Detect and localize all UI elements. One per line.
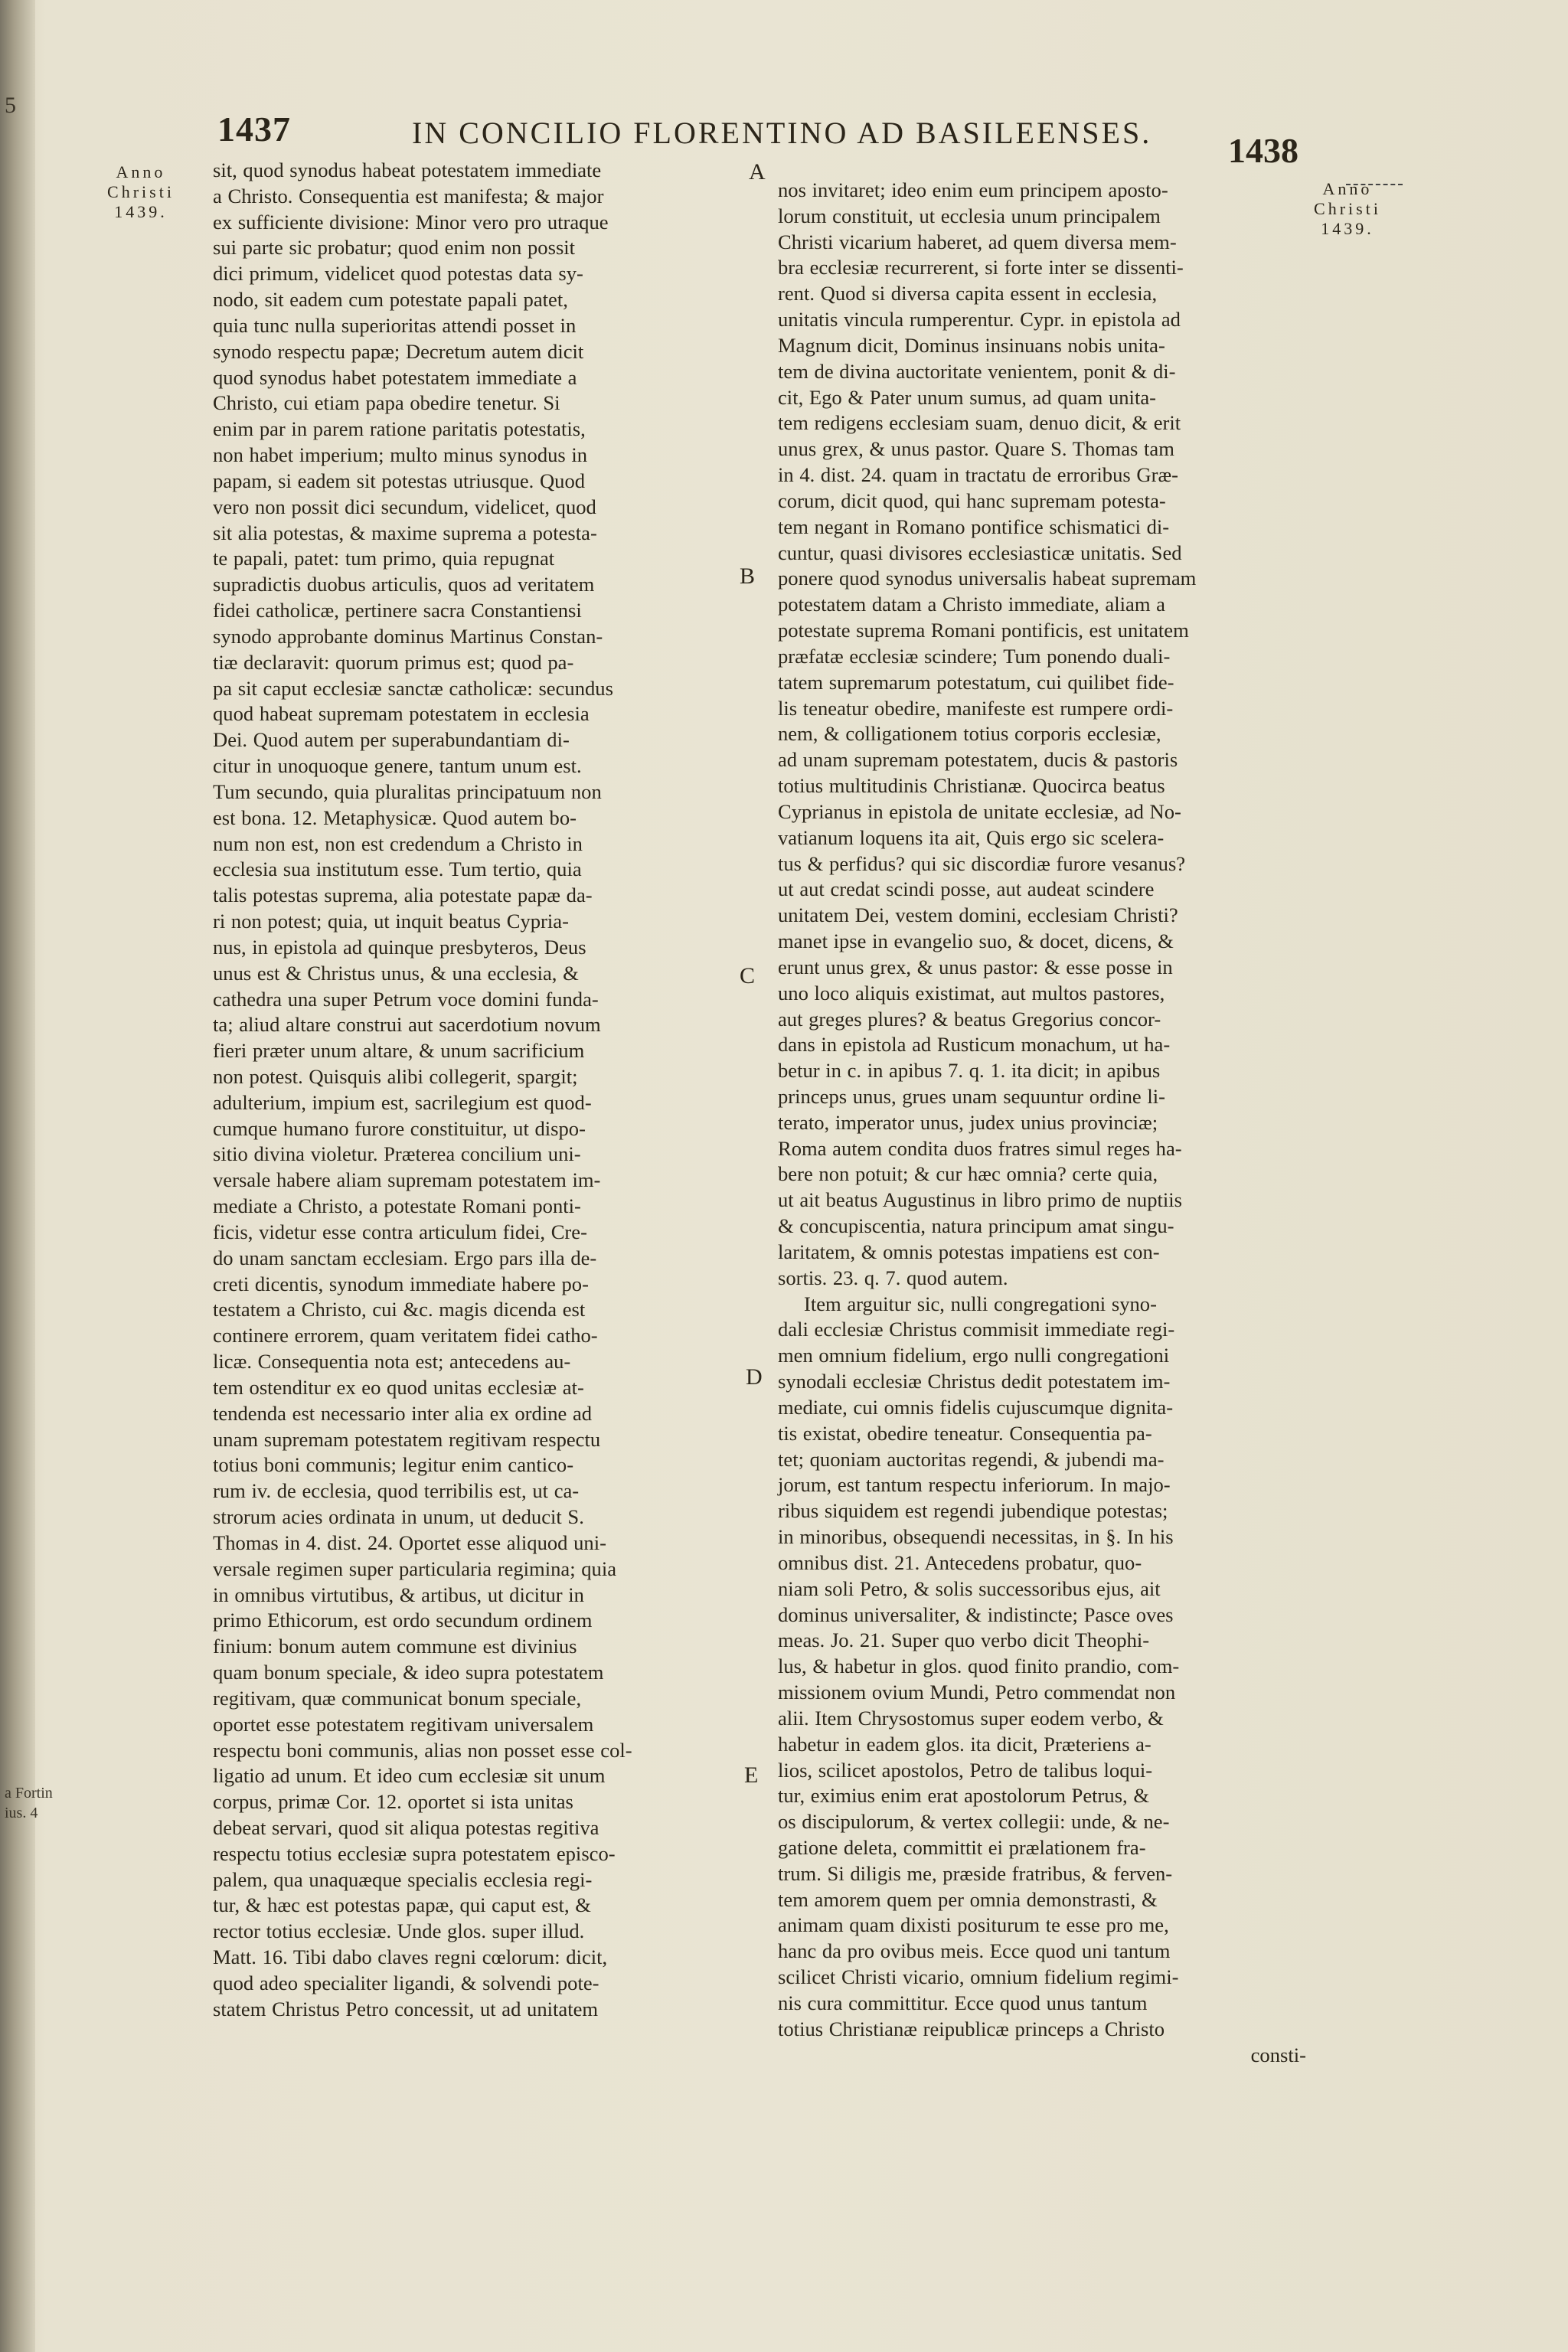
side-note-right-line: 1439. bbox=[1321, 219, 1374, 238]
text-line: Christi vicarium haberet, ad quem diversa mem- bbox=[778, 230, 1177, 253]
text-line: quod habeat supremam potestatem in ecclesia bbox=[213, 702, 590, 726]
text-line: totius boni communis; legitur enim cantico- bbox=[213, 1453, 574, 1477]
text-line: ad unam supremam potestatem, ducis & pastoris bbox=[778, 748, 1178, 772]
text-line: quia tunc nulla superioritas attendi posset in bbox=[213, 313, 577, 337]
text-line: quod adeo specialiter ligandi, & solvendi pote- bbox=[213, 1971, 599, 1994]
text-line: & concupiscentia, natura principum amat singu- bbox=[778, 1214, 1174, 1238]
edge-margin-number: 5 bbox=[5, 93, 16, 118]
text-line: jorum, est tantum respectu inferiorum. In majo- bbox=[778, 1473, 1171, 1497]
text-line: vero non possit dici secundum, videlicet, quod bbox=[213, 495, 596, 518]
text-line: strorum acies ordinata in unum, ut deducit S. bbox=[213, 1505, 584, 1529]
text-line: dici primum, videlicet quod potestas data sy- bbox=[213, 262, 583, 286]
text-line: erunt unus grex, & unus pastor: & esse posse in bbox=[778, 955, 1173, 978]
text-line: sitio divina violetur. Præterea concilium uni- bbox=[213, 1142, 581, 1166]
text-line: corpus, primæ Cor. 12. oportet si ista unitas bbox=[213, 1790, 573, 1814]
text-line: terato, imperator unus, judex unius provinciæ; bbox=[778, 1110, 1158, 1134]
text-line: sit alia potestas, & maxime suprema a potesta- bbox=[213, 521, 597, 544]
text-line: lorum constituit, ut ecclesia unum principalem bbox=[778, 204, 1161, 227]
side-note-right-line: Anno bbox=[1322, 179, 1373, 198]
text-line: totius Christianæ reipublicæ princeps a Christo bbox=[778, 2017, 1165, 2040]
text-line: betur in c. in apibus 7. q. 1. ita dicit; in apibus bbox=[778, 1059, 1161, 1083]
text-line: ponere quod synodus universalis habeat supremam bbox=[778, 567, 1197, 590]
text-line: gatione deleta, committit ei prælationem fra- bbox=[778, 1836, 1146, 1859]
text-line: Magnum dicit, Dominus insinuans nobis unita- bbox=[778, 333, 1165, 357]
text-line: ribus siquidem est regendi jubendique potestas; bbox=[778, 1499, 1168, 1523]
text-line: Item arguitur sic, nulli congregationi syno- bbox=[804, 1292, 1157, 1315]
text-line: Roma autem condita duos fratres simul reges ha- bbox=[778, 1136, 1182, 1160]
text-line: non potest. Quisquis alibi collegerit, spargit; bbox=[213, 1064, 578, 1088]
text-line: præfatæ ecclesiæ scindere; Tum ponendo duali- bbox=[778, 644, 1171, 668]
text-line: Cyprianus in epistola de unitate ecclesiæ, ad No- bbox=[778, 799, 1181, 823]
text-line: sortis. 23. q. 7. quod autem. bbox=[778, 1266, 1008, 1289]
text-line: cumque humano furore constituitur, ut dispo- bbox=[213, 1116, 586, 1140]
text-line: versale habere aliam supremam potestatem im- bbox=[213, 1168, 601, 1192]
text-line: ligatio ad unum. Et ideo cum ecclesiæ sit unum bbox=[213, 1764, 606, 1788]
text-line: ficis, videtur esse contra articulum fidei, Cre- bbox=[213, 1220, 587, 1243]
text-line: mediate, cui omnis fidelis cujuscumque dignita- bbox=[778, 1395, 1174, 1419]
text-line: tus & perfidus? qui sic discordiæ furore vesanus? bbox=[778, 851, 1186, 875]
text-line: dominus universaliter, & indistincte; Pasce oves bbox=[778, 1602, 1174, 1626]
text-line: do unam sanctam ecclesiam. Ergo pars illa de- bbox=[213, 1246, 597, 1269]
text-line: unam supremam potestatem regitivam respectu bbox=[213, 1427, 601, 1451]
text-line: potestate suprema Romani pontificis, est unitatem bbox=[778, 619, 1189, 642]
text-line: men omnium fidelium, ergo nulli congregationi bbox=[778, 1344, 1170, 1367]
text-line: totius multitudinis Christianæ. Quocirca beatus bbox=[778, 774, 1165, 798]
text-line: enim par in parem ratione paritatis potestatis, bbox=[213, 417, 586, 441]
text-line: fidei catholicæ, pertinere sacra Constantiensi bbox=[213, 599, 582, 622]
text-line: quod synodus habet potestatem immediate a bbox=[213, 365, 577, 389]
text-line: synodo respectu papæ; Decretum autem dicit bbox=[213, 339, 584, 363]
text-line: tem ostenditur ex eo quod unitas ecclesiæ at- bbox=[213, 1375, 584, 1399]
text-line: laritatem, & omnis potestas impatiens est con- bbox=[778, 1240, 1160, 1263]
text-line: ecclesia sua institutum esse. Tum tertio, quia bbox=[213, 858, 582, 881]
text-line: tem negant in Romano pontifice schismatici di- bbox=[778, 514, 1170, 538]
text-line: nis cura committitur. Ecce quod unus tantum bbox=[778, 1991, 1148, 2014]
text-line: tur, & hæc est potestas papæ, qui caput est, & bbox=[213, 1893, 591, 1917]
text-line: alii. Item Chrysostomus super eodem verbo, & bbox=[778, 1706, 1164, 1730]
text-line: scilicet Christi vicario, omnium fidelium regimi- bbox=[778, 1965, 1179, 1989]
text-line: trum. Si diligis me, præside fratribus, & ferven- bbox=[778, 1861, 1173, 1885]
text-line: lis teneatur obedire, manifeste est rumpere ordi- bbox=[778, 696, 1174, 720]
text-line: mediate a Christo, a potestate Romani ponti- bbox=[213, 1194, 581, 1218]
text-line: Dei. Quod autem per superabundantiam di- bbox=[213, 728, 570, 752]
text-line: in 4. dist. 24. quam in tractatu de erroribus Græ- bbox=[778, 463, 1179, 487]
side-note-left bbox=[87, 162, 194, 222]
text-line: tiæ declaravit: quorum primus est; quod pa- bbox=[213, 650, 574, 674]
adjacent-page-edge bbox=[0, 0, 35, 2352]
text-line: dali ecclesiæ Christus commisit immediate regi- bbox=[778, 1318, 1175, 1341]
text-line: unitatem Dei, vestem domini, ecclesiam Christi? bbox=[778, 903, 1178, 927]
running-title: IN CONCILIO FLORENTINO AD BASILEENSES. bbox=[412, 116, 1152, 150]
text-line: synodo approbante dominus Martinus Constan- bbox=[213, 624, 603, 648]
page-number-right: 1438 bbox=[1228, 131, 1298, 170]
text-line: in omnibus virtutibus, & artibus, ut dicitur in bbox=[213, 1583, 584, 1606]
text-line: unus grex, & unus pastor. Quare S. Thomas tam bbox=[778, 437, 1174, 461]
text-line: nus, in epistola ad quinque presbyteros, Deus bbox=[213, 935, 586, 959]
text-line: os discipulorum, & vertex collegii: unde, & ne- bbox=[778, 1810, 1170, 1834]
text-line: aut greges plures? & beatus Gregorius concor- bbox=[778, 1007, 1161, 1031]
text-line: cit, Ego & Pater unum sumus, ad quam unita- bbox=[778, 385, 1156, 409]
side-note-left-line: Christi bbox=[107, 182, 175, 201]
section-marker-c: C bbox=[740, 963, 756, 988]
text-line: rum iv. de ecclesia, quod terribilis est, ut ca- bbox=[213, 1479, 580, 1503]
text-line: palem, qua unaquæque specialis ecclesia regi- bbox=[213, 1867, 593, 1891]
text-line: adulterium, impium est, sacrilegium est quod- bbox=[213, 1090, 592, 1114]
text-line: est bona. 12. Metaphysicæ. Quod autem bo- bbox=[213, 805, 577, 829]
text-line: manet ipse in evangelio suo, & docet, dicens, & bbox=[778, 929, 1174, 953]
text-line: Matt. 16. Tibi dabo claves regni cœlorum: dicit, bbox=[213, 1945, 608, 1969]
text-line: unus est & Christus unus, & una ecclesia, & bbox=[213, 961, 579, 985]
text-line: tatem supremarum potestatum, cui quilibet fide- bbox=[778, 670, 1174, 694]
text-line: ta; aliud altare construi aut sacerdotium novum bbox=[213, 1013, 601, 1037]
text-line: tem redigens ecclesiam suam, denuo dicit, & erit bbox=[778, 411, 1181, 435]
text-line: uno loco aliquis existimat, aut multos pastores, bbox=[778, 981, 1165, 1004]
text-line: licæ. Consequentia nota est; antecedens au- bbox=[213, 1350, 571, 1374]
text-line: creti dicentis, synodum immediate habere po- bbox=[213, 1272, 589, 1295]
text-line: consti- bbox=[1250, 2043, 1306, 2066]
text-line: sit, quod synodus habeat potestatem immediate bbox=[213, 158, 602, 181]
text-line: ri non potest; quia, ut inquit beatus Cypria- bbox=[213, 910, 569, 933]
text-line: vatianum loquens ita ait, Quis ergo sic scelera- bbox=[778, 825, 1165, 849]
text-line: potestatem datam a Christo immediate, aliam a bbox=[778, 593, 1165, 616]
page-number-left: 1437 bbox=[217, 109, 291, 149]
text-line: finium: bonum autem commune est divinius bbox=[213, 1635, 577, 1658]
text-line: nos invitaret; ideo enim eum principem aposto- bbox=[778, 178, 1168, 201]
text-line: ex sufficiente divisione: Minor vero pro utraque bbox=[213, 210, 609, 234]
text-line: meas. Jo. 21. Super quo verbo dicit Theophi- bbox=[778, 1628, 1150, 1652]
text-line: pa sit caput ecclesiæ sanctæ catholicæ: secundus bbox=[213, 676, 613, 700]
text-line: Christo, cui etiam papa obedire tenetur. Si bbox=[213, 391, 560, 415]
text-line: debeat servari, quod sit aliqua potestas regitiva bbox=[213, 1816, 599, 1839]
text-line: respectu totius ecclesiæ supra potestatem episco- bbox=[213, 1841, 616, 1865]
text-line: talis potestas suprema, alia potestate papæ da- bbox=[213, 884, 593, 907]
text-line: supradictis duobus articulis, quos ad veritatem bbox=[213, 573, 595, 596]
side-note-left-line: Anno bbox=[116, 162, 166, 181]
text-column-left bbox=[213, 158, 741, 2023]
text-line: tur, eximius enim erat apostolorum Petrus, & bbox=[778, 1784, 1150, 1808]
side-note-left-line: 1439. bbox=[114, 202, 168, 221]
text-line: bere non potuit; & cur hæc omnia? certe quia, bbox=[778, 1162, 1158, 1186]
text-line: nem, & colligationem totius corporis ecclesiæ, bbox=[778, 722, 1161, 746]
section-marker-a: A bbox=[749, 159, 766, 185]
text-line: num non est, non est credendum a Christo in bbox=[213, 831, 583, 855]
text-line: bra ecclesiæ recurrerent, si forte inter se dissenti- bbox=[778, 256, 1184, 279]
text-line: non habet imperium; multo minus synodus in bbox=[213, 443, 588, 467]
text-line: tem de divina auctoritate venientem, ponit & di- bbox=[778, 359, 1176, 383]
text-line: te papali, patet: tum primo, quia repugnat bbox=[213, 547, 555, 570]
text-line: tem amorem quem per omnia demonstrasti, & bbox=[778, 1887, 1158, 1911]
text-line: Tum secundo, quia pluralitas principatuum non bbox=[213, 779, 602, 803]
text-line: lus, & habetur in glos. quod finito prandio, com- bbox=[778, 1655, 1180, 1678]
edge-margin-note-1: a Fortin bbox=[5, 1785, 53, 1802]
text-line: sui parte sic probatur; quod enim non possit bbox=[213, 236, 576, 260]
text-line: in minoribus, obsequendi necessitas, in §. In his bbox=[778, 1525, 1174, 1549]
text-line: synodali ecclesiæ Christus dedit potestatem im- bbox=[778, 1370, 1171, 1393]
text-line: versale regimen super particularia regimina; quia bbox=[213, 1557, 617, 1580]
section-marker-b: B bbox=[740, 564, 756, 589]
text-line: animam quam dixisti positurum te esse pro me, bbox=[778, 1913, 1169, 1937]
section-marker-d: D bbox=[746, 1364, 763, 1390]
text-line: dans in epistola ad Rusticum monachum, ut ha- bbox=[778, 1033, 1171, 1057]
edge-margin-note-2: ius. 4 bbox=[5, 1805, 38, 1821]
section-marker-e: E bbox=[744, 1762, 759, 1788]
text-line: princeps unus, grues unam sequuntur ordine li- bbox=[778, 1084, 1166, 1108]
text-line: omnibus dist. 21. Antecedens probatur, quo- bbox=[778, 1550, 1142, 1574]
text-line: niam soli Petro, & solis successoribus ejus, ait bbox=[778, 1576, 1161, 1600]
text-line: continere errorem, quam veritatem fidei catho- bbox=[213, 1324, 598, 1348]
text-line: lios, scilicet apostolos, Petro de talibus loqui- bbox=[778, 1758, 1153, 1782]
text-line: unitatis vincula rumperentur. Cypr. in epistola ad bbox=[778, 308, 1181, 332]
text-line: testatem a Christo, cui &c. magis dicenda est bbox=[213, 1298, 586, 1321]
text-line: nodo, sit eadem cum potestate papali patet, bbox=[213, 288, 568, 312]
text-line: habetur in eadem glos. ita dicit, Præteriens a- bbox=[778, 1732, 1152, 1756]
text-column-right bbox=[778, 178, 1306, 2068]
text-line: papam, si eadem sit potestas utriusque. Quod bbox=[213, 469, 586, 492]
text-line: statem Christus Petro concessit, ut ad unitatem bbox=[213, 1997, 599, 2020]
text-line: oportet esse potestatem regitivam universalem bbox=[213, 1712, 594, 1736]
text-line: tis existat, obedire teneatur. Consequentia pa- bbox=[778, 1421, 1152, 1445]
text-line: corum, dicit quod, qui hanc supremam potesta- bbox=[778, 488, 1166, 512]
text-line: rector totius ecclesiæ. Unde glos. super illud. bbox=[213, 1919, 585, 1943]
text-line: cuntur, quasi divisores ecclesiasticæ unitatis. Sed bbox=[778, 541, 1182, 564]
text-line: missionem ovium Mundi, Petro commendat non bbox=[778, 1681, 1176, 1704]
text-line: citur in unoquoque genere, tantum unum est. bbox=[213, 754, 582, 778]
text-line: ut aut credat scindi posse, aut audeat scindere bbox=[778, 877, 1155, 901]
text-line: hanc da pro ovibus meis. Ecce quod uni tantum bbox=[778, 1939, 1171, 1963]
side-note-right-line: Christi bbox=[1314, 199, 1381, 218]
text-line: cathedra una super Petrum voce domini funda- bbox=[213, 987, 599, 1011]
text-line: fieri præter unum altare, & unum sacrificium bbox=[213, 1039, 585, 1063]
text-line: quam bonum speciale, & ideo supra potestatem bbox=[213, 1661, 604, 1684]
text-line: regitivam, quæ communicat bonum speciale, bbox=[213, 1686, 582, 1710]
text-line: tet; quoniam auctoritas regendi, & jubendi ma- bbox=[778, 1447, 1165, 1471]
text-line: respectu boni communis, alias non posset esse col- bbox=[213, 1738, 632, 1762]
text-line: Thomas in 4. dist. 24. Oportet esse aliquod uni- bbox=[213, 1530, 606, 1554]
text-line: a Christo. Consequentia est manifesta; & major bbox=[213, 184, 604, 207]
text-line: tendenda est necessario inter alia ex ordine ad bbox=[213, 1401, 593, 1425]
side-note-right bbox=[1302, 179, 1393, 239]
text-line: rent. Quod si diversa capita essent in ecclesia, bbox=[778, 282, 1158, 305]
text-line: primo Ethicorum, est ordo secundum ordinem bbox=[213, 1609, 593, 1632]
text-line: ut ait beatus Augustinus in libro primo de nuptiis bbox=[778, 1188, 1183, 1212]
